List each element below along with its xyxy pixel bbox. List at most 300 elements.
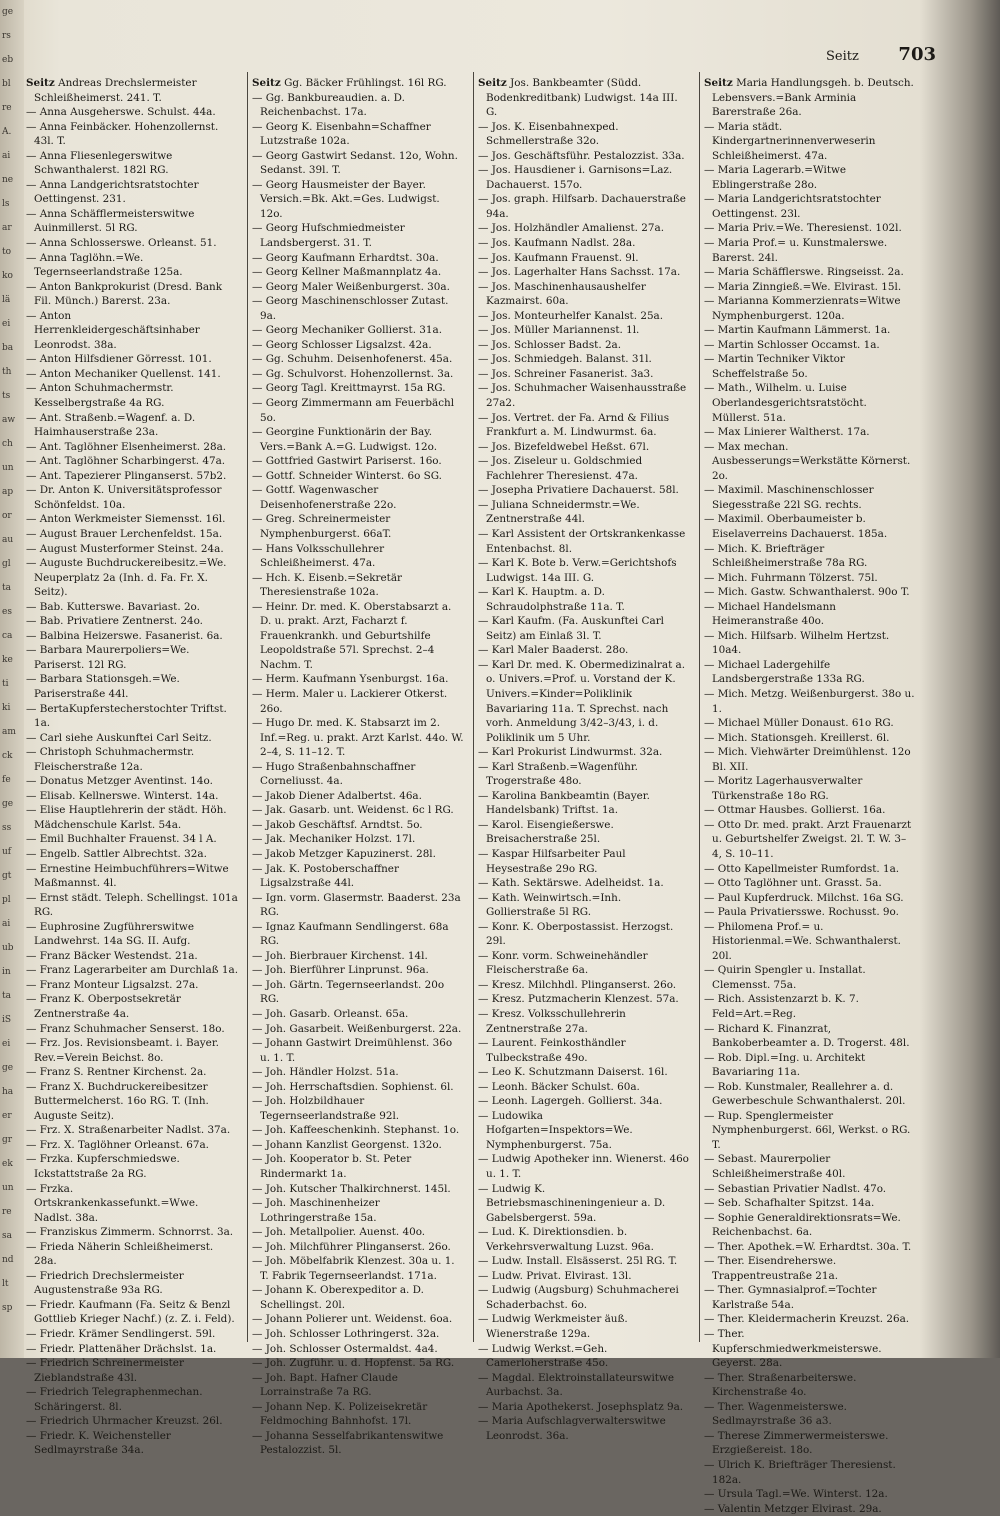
margin-fragment: uf xyxy=(2,847,12,857)
entry-text: — Maria Lagerarb.=Witwe Eblingerstraße 28o. xyxy=(704,164,847,191)
directory-entry xyxy=(252,352,464,367)
entry-text: — Konr. vorm. Schweinehändler Fleischerstraße 6a. xyxy=(478,949,648,977)
directory-entry xyxy=(252,1152,464,1181)
directory-entry xyxy=(478,614,690,643)
directory-entry xyxy=(26,76,238,105)
directory-entry xyxy=(252,1371,464,1400)
entry-text: — Dr. Anton K. Universitätsprofessor Schönfeldst. 10a. xyxy=(26,484,222,511)
directory-entry xyxy=(26,978,238,993)
directory-entry xyxy=(478,352,690,367)
entry-text: — Herm. Kaufmann Ysenburgst. 16a. xyxy=(252,673,449,686)
directory-entry xyxy=(704,483,916,512)
entry-text: — Michael Müller Donaust. 61o RG. xyxy=(704,717,894,730)
margin-fragment: ca xyxy=(2,631,13,641)
entry-text: — Maria Prof.= u. Kunstmalerswe. Barerst. 24l. xyxy=(704,237,888,264)
entry-text: — Rob. Dipl.=Ing. u. Architekt Bavariaring 11a. xyxy=(704,1051,866,1079)
directory-entry xyxy=(252,963,464,978)
directory-entry xyxy=(26,454,238,469)
directory-entry xyxy=(478,309,690,324)
directory-entry xyxy=(478,992,690,1007)
entry-text: — Anton Bankprokurist (Dresd. Bank Fil. Münch.) Barerst. 23a. xyxy=(26,280,223,308)
entry-text: — Frz. Jos. Revisionsbeamt. i. Bayer. Rev.=Verein Beichst. 8o. xyxy=(26,1037,219,1064)
entry-text: — Mich. Viehwärter Dreimühlenst. 12o Bl. XII. xyxy=(704,746,911,773)
entry-text: — Karl Kaufm. (Fa. Auskunftei Carl Seitz) am Einlaß 3l. T. xyxy=(478,615,664,642)
entry-text: — Franz X. Buchdruckereibesitzer Buttermelcherst. 16o RG. T. (Inh. Auguste Seitz). xyxy=(26,1080,209,1122)
directory-entry xyxy=(252,454,464,469)
entry-text: — Georgine Funktionärin der Bay. Vers.=Bank A.=G. Ludwigst. 12o. xyxy=(252,426,437,453)
directory-entry xyxy=(252,396,464,425)
directory-entry xyxy=(252,978,464,1007)
entry-text: — Karolina Bankbeamtin (Bayer. Handelsbank) Triftst. 1a. xyxy=(478,789,650,817)
entry-text: — Paula Privatiersswe. Rochusst. 9o. xyxy=(704,906,899,919)
directory-entry xyxy=(252,571,464,600)
directory-entry xyxy=(252,1356,464,1371)
directory-entry xyxy=(26,832,238,847)
directory-entry xyxy=(704,280,916,295)
entry-text: — Joh. Milchführer Plinganserst. 26o. xyxy=(252,1240,451,1253)
adjacent-page-margin xyxy=(0,0,24,1358)
entry-text: — Gottf. Schneider Winterst. 6o SG. xyxy=(252,469,442,482)
directory-entry xyxy=(704,1109,916,1153)
directory-entry xyxy=(704,818,916,862)
directory-entry xyxy=(704,963,916,992)
entry-text: — Therese Zimmerwermeisterswe. Erzgießereist. 18o. xyxy=(704,1429,889,1457)
directory-entry xyxy=(26,1269,238,1298)
directory-column-4 xyxy=(704,76,916,1515)
directory-entry xyxy=(252,178,464,222)
entry-text: — Gottf. Wagenwascher Deisenhofenerstraße 22o. xyxy=(252,484,397,511)
directory-entry xyxy=(252,600,464,673)
directory-entry xyxy=(26,352,238,367)
entry-text: — Gg. Schulvorst. Hohenzollernst. 3a. xyxy=(252,367,454,380)
entry-text: — Ottmar Hausbes. Gollierst. 16a. xyxy=(704,804,886,817)
entry-text: — Ignaz Kaufmann Sendlingerst. 68a RG. xyxy=(252,920,449,948)
directory-entry xyxy=(26,207,238,236)
directory-entry xyxy=(252,512,464,541)
entry-text: — Marianna Kommerzienrats=Witwe Nymphenburgerst. 120a. xyxy=(704,295,901,322)
directory-entry xyxy=(252,1312,464,1327)
directory-entry xyxy=(478,323,690,338)
entry-text: — Barbara Maurerpoliers=We. Pariserst. 12l RG. xyxy=(26,644,190,671)
entry-text: — Ant. Straßenb.=Wagenf. a. D. Haimhauserstraße 23a. xyxy=(26,411,196,439)
margin-fragment: bl xyxy=(2,79,11,89)
entry-text: — Ernst städt. Teleph. Schellingst. 101a RG. xyxy=(26,891,238,919)
directory-entry xyxy=(704,731,916,746)
directory-entry xyxy=(26,1342,238,1357)
entry-text: — Barbara Stationsgeh.=We. Pariserstraße 44l. xyxy=(26,673,180,700)
directory-entry xyxy=(26,469,238,484)
directory-entry xyxy=(478,1109,690,1153)
margin-fragment: sp xyxy=(2,1303,13,1313)
entry-text: — Friedr. Kaufmann (Fa. Seitz & Benzl Gottlieb Krieger Nachf.) (z. Z. i. Feld). xyxy=(26,1298,235,1326)
directory-entry xyxy=(252,1240,464,1255)
entry-text: — Gg. Bankbureaudien. a. D. Reichenbachst. 17a. xyxy=(252,91,405,119)
directory-entry xyxy=(252,1196,464,1225)
directory-entry xyxy=(478,163,690,192)
directory-entry xyxy=(478,1080,690,1095)
directory-entry xyxy=(704,221,916,236)
entry-text: — Friedrich Uhrmacher Kreuzst. 26l. xyxy=(26,1415,223,1428)
entry-text: — Kresz. Volksschullehrerin Zentnerstraße 27a. xyxy=(478,1008,626,1035)
entry-text: — Jos. Schlosser Badst. 2a. xyxy=(478,338,622,351)
margin-fragment: iS xyxy=(2,1015,12,1025)
directory-entry xyxy=(252,687,464,716)
margin-fragment: ar xyxy=(2,223,12,233)
entry-text: — Karl Assistent der Ortskrankenkasse Entenbachst. 8l. xyxy=(478,527,686,555)
directory-entry xyxy=(704,716,916,731)
entry-text: — Johann Nep. K. Polizeisekretär Feldmoching Bahnhofst. 17l. xyxy=(252,1400,428,1428)
margin-fragment: sa xyxy=(2,1231,12,1241)
entry-text: — Joh. Gasarb. Orleanst. 65a. xyxy=(252,1008,409,1020)
entry-text: — Joh. Kooperator b. St. Peter Rindermarkt 1a. xyxy=(252,1153,412,1181)
directory-entry xyxy=(704,352,916,381)
margin-fragment: am xyxy=(2,727,16,737)
entry-text: — Mich. Gastw. Schwanthalerst. 90o T. xyxy=(704,586,910,599)
directory-entry xyxy=(478,1152,690,1181)
entry-text: — Richard K. Finanzrat, Bankoberbeamter a. D. Trogerst. 48l. xyxy=(704,1022,910,1050)
directory-entry xyxy=(252,862,464,891)
entry-text: — Balbina Heizerswe. Fasanerist. 6a. xyxy=(26,629,223,642)
entry-text: — Hugo Dr. med. K. Stabsarzt im 2. Inf.=Reg. u. prakt. Arzt Karlst. 44o. W. 2–4, S. 11–12. T. xyxy=(252,717,464,759)
directory-entry xyxy=(704,1327,916,1371)
entry-text: — Anna Taglöhn.=We. Tegernseerlandstraße 125a. xyxy=(26,251,183,279)
entry-text: — Jos. Kaufmann Nadlst. 28a. xyxy=(478,237,636,250)
directory-entry xyxy=(26,309,238,353)
entry-text: — Joh. Händler Holzst. 51a. xyxy=(252,1066,399,1079)
entry-text: — Friedrich Drechslermeister Augustenstraße 93a RG. xyxy=(26,1269,184,1297)
directory-entry xyxy=(26,381,238,410)
directory-entry xyxy=(252,1327,464,1342)
entry-text: — Jak. Mechaniker Holzst. 17l. xyxy=(252,833,416,846)
directory-entry xyxy=(478,949,690,978)
entry-text: — Hugo Straßenbahnschaffner Corneliusst. 4a. xyxy=(252,760,416,788)
entry-text: — Jos. Müller Mariannenst. 1l. xyxy=(478,324,640,337)
margin-fragment: ki xyxy=(2,703,11,713)
entry-text: — Laurent. Feinkosthändler Tulbeckstraße 49o. xyxy=(478,1037,626,1064)
entry-text: — Math., Wilhelm. u. Luise Oberlandesgerichtsratstöcht. Müllerst. 51a. xyxy=(704,382,867,424)
directory-entry xyxy=(704,862,916,877)
entry-text: — Rup. Spenglermeister Nymphenburgerst. 66l, Werkst. o RG. T. xyxy=(704,1109,911,1151)
directory-entry xyxy=(478,1342,690,1371)
directory-entry xyxy=(478,891,690,920)
directory-entry xyxy=(26,702,238,731)
directory-entry xyxy=(26,1152,238,1181)
directory-entry xyxy=(704,265,916,280)
directory-entry xyxy=(478,149,690,164)
entry-text: — Jos. Ziseleur u. Goldschmied Fachlehrer Theresienst. 47a. xyxy=(478,455,643,482)
entry-text: — Rob. Kunstmaler, Reallehrer a. d. Gewerbeschule Schwanthalerst. 20l. xyxy=(704,1080,906,1108)
directory-entry xyxy=(252,280,464,295)
entry-text: — Joh. Gasarbeit. Weißenburgerst. 22a. xyxy=(252,1022,462,1035)
directory-entry xyxy=(252,832,464,847)
directory-entry xyxy=(252,76,464,91)
entry-text: — Hch. K. Eisenb.=Sekretär Theresienstraße 102a. xyxy=(252,571,402,599)
directory-entry xyxy=(252,1007,464,1022)
entry-text: — Ther. Kupferschmiedwerkmeisterswe. Geyerst. 28a. xyxy=(704,1328,882,1370)
entry-text: — Georg Hausmeister der Bayer. Versich.=Bk. Akt.=Ges. Ludwigst. 12o. xyxy=(252,178,440,220)
entry-text: — Joh. Schlosser Ostermaldst. 4a4. xyxy=(252,1342,438,1355)
directory-entry xyxy=(704,1400,916,1429)
entry-text: — Michael Handelsmann Heimeranstraße 40o. xyxy=(704,600,836,628)
entry-text: — Friedrich Schreinermeister Zieblandstraße 43l. xyxy=(26,1357,184,1384)
directory-entry xyxy=(26,440,238,455)
directory-entry xyxy=(26,847,238,862)
directory-entry xyxy=(704,992,916,1021)
directory-entry xyxy=(478,1254,690,1269)
entry-text: — Joh. Kutscher Thalkirchnerst. 145l. xyxy=(252,1182,451,1195)
directory-entry xyxy=(26,963,238,978)
directory-entry xyxy=(704,876,916,891)
entry-text: — Anton Schuhmachermstr. Kesselbergstraße 4a RG. xyxy=(26,382,174,410)
entry-text: — Ther. Apothek.=W. Erhardtst. 30a. T. xyxy=(704,1240,912,1253)
directory-entry xyxy=(478,251,690,266)
directory-entry xyxy=(26,411,238,440)
directory-entry xyxy=(252,716,464,760)
directory-entry xyxy=(252,425,464,454)
entry-text: — Maximil. Maschinenschlosser Siegesstraße 22l SG. rechts. xyxy=(704,484,874,511)
entry-text: — Anna Schäfflermeisterswitwe Auinmillerst. 5l RG. xyxy=(26,207,195,235)
directory-entry xyxy=(26,367,238,382)
directory-entry xyxy=(704,745,916,774)
entry-text: — Valentin Metzger Elvirast. 29a. xyxy=(704,1502,882,1515)
directory-entry xyxy=(704,192,916,221)
margin-fragment: ge xyxy=(2,1063,14,1073)
entry-surname: Seitz xyxy=(704,77,733,89)
margin-fragment: A. xyxy=(2,127,12,137)
directory-entry xyxy=(252,847,464,862)
entry-text: — Quirin Spengler u. Installat. Clemensst. 75a. xyxy=(704,964,866,991)
entry-text: — Gg. Schuhm. Deisenhofenerst. 45a. xyxy=(252,353,453,366)
entry-text: — Ludw. Privat. Elvirast. 13l. xyxy=(478,1269,632,1282)
directory-entry xyxy=(252,1036,464,1065)
entry-text: — Frieda Näherin Schleißheimerst. 28a. xyxy=(26,1240,214,1268)
directory-entry xyxy=(478,1400,690,1415)
directory-entry xyxy=(252,1138,464,1153)
entry-text: — Karl Maler Baaderst. 28o. xyxy=(478,644,629,657)
directory-entry xyxy=(704,1051,916,1080)
margin-fragment: gl xyxy=(2,559,11,569)
directory-entry xyxy=(252,1022,464,1037)
margin-fragment: ch xyxy=(2,439,13,449)
directory-entry xyxy=(252,251,464,266)
margin-fragment: rs xyxy=(2,31,11,41)
entry-text: — Ant. Taglöhner Elsenheimerst. 28a. xyxy=(26,440,227,453)
directory-entry xyxy=(26,614,238,629)
entry-text: — Michael Ladergehilfe Landsbergerstraße 133a RG. xyxy=(704,658,865,686)
running-head: Seitz xyxy=(826,49,859,64)
directory-entry xyxy=(704,512,916,541)
directory-entry xyxy=(478,483,690,498)
entry-text: — Jos. Schuhmacher Waisenhausstraße 27a2. xyxy=(478,382,687,410)
directory-entry xyxy=(704,1371,916,1400)
directory-entry xyxy=(252,1283,464,1312)
entry-text: — Maria Landgerichtsratstochter Oettingenst. 23l. xyxy=(704,193,881,220)
directory-entry xyxy=(704,1458,916,1487)
directory-entry xyxy=(252,221,464,250)
margin-fragment: nd xyxy=(2,1255,14,1265)
entry-text: — Maria Zinngieß.=We. Elvirast. 15l. xyxy=(704,280,902,293)
column-divider xyxy=(473,72,474,1342)
entry-text: — Maria Apothekerst. Josephsplatz 9a. xyxy=(478,1400,684,1413)
entry-text: — Jos. Kaufmann Frauenst. 9l. xyxy=(478,251,639,264)
entry-text: — Auguste Buchdruckereibesitz.=We. Neuperplatz 2a (Inh. d. Fa. Fr. X. Seitz). xyxy=(26,557,227,599)
margin-fragment: aw xyxy=(2,415,16,425)
directory-entry xyxy=(478,280,690,309)
directory-column-2 xyxy=(252,76,464,1457)
directory-entry xyxy=(26,600,238,615)
directory-entry xyxy=(26,862,238,891)
entry-text: — Sophie Generaldirektionsrats=We. Reichenbachst. 6a. xyxy=(704,1211,901,1239)
directory-entry xyxy=(704,440,916,484)
entry-text: — Ulrich K. Briefträger Theresienst. 182a. xyxy=(704,1458,896,1486)
directory-entry xyxy=(26,672,238,701)
entry-text: — Georg Gastwirt Sedanst. 12o, Wohn. Sedanst. 39l. T. xyxy=(252,149,458,177)
directory-entry xyxy=(252,1182,464,1197)
margin-fragment: ai xyxy=(2,151,11,161)
directory-entry xyxy=(26,105,238,120)
directory-entry xyxy=(252,120,464,149)
entry-text: — Mich. K. Briefträger Schleißheimerstraße 78a RG. xyxy=(704,542,868,570)
entry-text: — Friedr. Plattenäher Drächslst. 1a. xyxy=(26,1342,217,1355)
entry-text: — Frz. X. Straßenarbeiter Nadlst. 37a. xyxy=(26,1124,231,1137)
directory-entry xyxy=(704,1487,916,1502)
directory-entry xyxy=(252,949,464,964)
directory-entry xyxy=(252,1065,464,1080)
entry-surname: Seitz xyxy=(252,77,281,89)
entry-text: — Paul Kupferdruck. Milchst. 16a SG. xyxy=(704,891,904,904)
entry-text: — Johann Gastwirt Dreimühlenst. 36o u. 1. T. xyxy=(252,1037,453,1064)
margin-fragment: ei xyxy=(2,319,11,329)
entry-text: — Maria Schäfflerswe. Ringseisst. 2a. xyxy=(704,266,904,279)
entry-text: — Jos. Monteurhelfer Kanalst. 25a. xyxy=(478,309,664,322)
directory-entry xyxy=(478,1036,690,1065)
directory-entry xyxy=(704,163,916,192)
entry-text: — Mich. Stationsgeh. Kreillerst. 6l. xyxy=(704,731,890,744)
entry-text: — Joh. Herrschaftsdien. Sophienst. 6l. xyxy=(252,1080,454,1093)
directory-entry xyxy=(478,1371,690,1400)
margin-fragment: eb xyxy=(2,55,14,65)
directory-entry xyxy=(252,338,464,353)
directory-entry xyxy=(252,483,464,512)
directory-entry xyxy=(252,1429,464,1458)
directory-entry xyxy=(26,1065,238,1080)
directory-entry xyxy=(704,571,916,586)
entry-text: — Georg Maler Weißenburgerst. 30a. xyxy=(252,280,450,293)
directory-entry xyxy=(704,542,916,571)
entry-text: — Philomena Prof.= u. Historienmal.=We. Schwanthalerst. 20l. xyxy=(704,920,901,962)
margin-fragment: ap xyxy=(2,487,14,497)
directory-entry xyxy=(704,600,916,629)
entry-text: — Ant. Tapezierer Plinganserst. 57b2. xyxy=(26,469,227,482)
entry-text: — Max Linierer Waltherst. 17a. xyxy=(704,426,870,439)
entry-text: — Georg Mechaniker Gollierst. 31a. xyxy=(252,324,443,337)
directory-entry xyxy=(252,1094,464,1123)
directory-entry xyxy=(26,280,238,309)
entry-text: — Franz S. Rentner Kirchenst. 2a. xyxy=(26,1066,207,1079)
margin-fragment: gt xyxy=(2,871,12,881)
directory-entry xyxy=(26,1240,238,1269)
directory-entry xyxy=(478,76,690,120)
directory-entry xyxy=(478,978,690,993)
directory-entry xyxy=(252,265,464,280)
entry-text: — Frzka. Ortskrankenkassefunkt.=Wwe. Nadlst. 38a. xyxy=(26,1182,199,1224)
directory-entry xyxy=(478,120,690,149)
entry-text: — Konr. K. Oberpostassist. Herzogst. 29l. xyxy=(478,920,674,948)
directory-entry xyxy=(26,1080,238,1124)
directory-entry xyxy=(478,847,690,876)
directory-entry xyxy=(252,91,464,120)
margin-fragment: re xyxy=(2,103,12,113)
entry-text: — Otto Kapellmeister Rumfordst. 1a. xyxy=(704,862,900,875)
entry-text: — Carl siehe Auskunftei Carl Seitz. xyxy=(26,731,212,744)
directory-entry xyxy=(26,542,238,557)
entry-text: — Leonh. Lagergeh. Gollierst. 34a. xyxy=(478,1095,663,1108)
directory-entry xyxy=(252,1400,464,1429)
margin-fragment: un xyxy=(2,463,14,473)
directory-entry xyxy=(478,1414,690,1443)
directory-entry xyxy=(704,381,916,425)
directory-entry xyxy=(704,1182,916,1197)
margin-fragment: or xyxy=(2,511,12,521)
entry-text: — Ludwig K. Betriebsmaschineningenieur a. D. Gabelsbergerst. 59a. xyxy=(478,1182,666,1224)
directory-entry xyxy=(704,687,916,716)
entry-text: — Maria Priv.=We. Theresienst. 102l. xyxy=(704,222,902,235)
directory-entry xyxy=(478,498,690,527)
directory-entry xyxy=(704,920,916,964)
directory-entry xyxy=(478,1269,690,1284)
margin-fragment: lt xyxy=(2,1279,9,1289)
directory-entry xyxy=(478,527,690,556)
entry-text: — Martin Techniker Viktor Scheffelstraße 5o. xyxy=(704,353,845,380)
entry-text: — Rich. Assistenzarzt b. K. 7. Feld=Art.=Reg. xyxy=(704,993,859,1020)
entry-text: Maria Handlungsgeh. b. Deutsch. Lebensvers.=Bank Arminia Barerstraße 26a. xyxy=(712,77,914,119)
margin-fragment: ba xyxy=(2,343,14,353)
entry-text: — Karl Dr. med. K. Obermedizinalrat a. o. Univers.=Prof. u. Vorstand der K. Univers.=Kinder=Poliklinik Bavariaring 11a. T. Sprechst. nach vorh. Anmeldung 3/42–3/43, i. d. Poliklinik um 5 Uhr. xyxy=(478,658,686,744)
directory-entry xyxy=(478,920,690,949)
entry-text: — Jos. Hausdiener i. Garnisons=Laz. Dachauerst. 157o. xyxy=(478,164,673,191)
entry-text: — Gottfried Gastwirt Pariserst. 16o. xyxy=(252,455,442,468)
directory-entry xyxy=(704,1080,916,1109)
directory-entry xyxy=(26,251,238,280)
entry-text: — Mich. Hilfsarb. Wilhelm Hertzst. 10a4. xyxy=(704,629,890,657)
directory-entry xyxy=(704,1196,916,1211)
directory-entry xyxy=(26,949,238,964)
margin-fragment: ts xyxy=(2,391,11,401)
entry-text: — Ther. Wagenmeisterswe. Sedlmayrstraße 36 a3. xyxy=(704,1400,847,1428)
margin-fragment: ge xyxy=(2,799,14,809)
entry-text: — Joh. Zugführ. u. d. Hopfenst. 5a RG. xyxy=(252,1357,455,1370)
directory-entry xyxy=(26,1327,238,1342)
entry-text: — Anton Herrenkleidergeschäftsinhaber Leonrodst. 38a. xyxy=(26,309,200,351)
margin-fragment: re xyxy=(2,1207,12,1217)
entry-text: — Jakob Geschäftsf. Arndtst. 5o. xyxy=(252,818,423,831)
entry-text: — Anna Feinbäcker. Hohenzollernst. 43l. T. xyxy=(26,120,219,148)
directory-entry xyxy=(704,803,916,818)
entry-text: — Greg. Schreinermeister Nymphenburgerst. 66aT. xyxy=(252,513,392,540)
entry-text: — Kaspar Hilfsarbeiter Paul Heysestraße 29o RG. xyxy=(478,847,626,875)
entry-text: — Franz Monteur Ligsalzst. 27a. xyxy=(26,978,199,991)
directory-entry xyxy=(252,1225,464,1240)
margin-fragment: au xyxy=(2,535,14,545)
directory-entry xyxy=(704,629,916,658)
entry-text: — Martin Kaufmann Lämmerst. 1a. xyxy=(704,324,891,337)
directory-entry xyxy=(704,1022,916,1051)
entry-text: Jos. Bankbeamter (Südd. Bodenkreditbank) Ludwigst. 14a III. G. xyxy=(486,77,678,119)
entry-text: Andreas Drechslermeister Schleißheimerst. 241. T. xyxy=(34,77,197,104)
directory-entry xyxy=(478,1283,690,1312)
entry-text: — Herm. Maler u. Lackierer Otkerst. 26o. xyxy=(252,687,448,715)
entry-text: — Joh. Maschinenheizer Lothringerstraße 15a. xyxy=(252,1197,380,1224)
